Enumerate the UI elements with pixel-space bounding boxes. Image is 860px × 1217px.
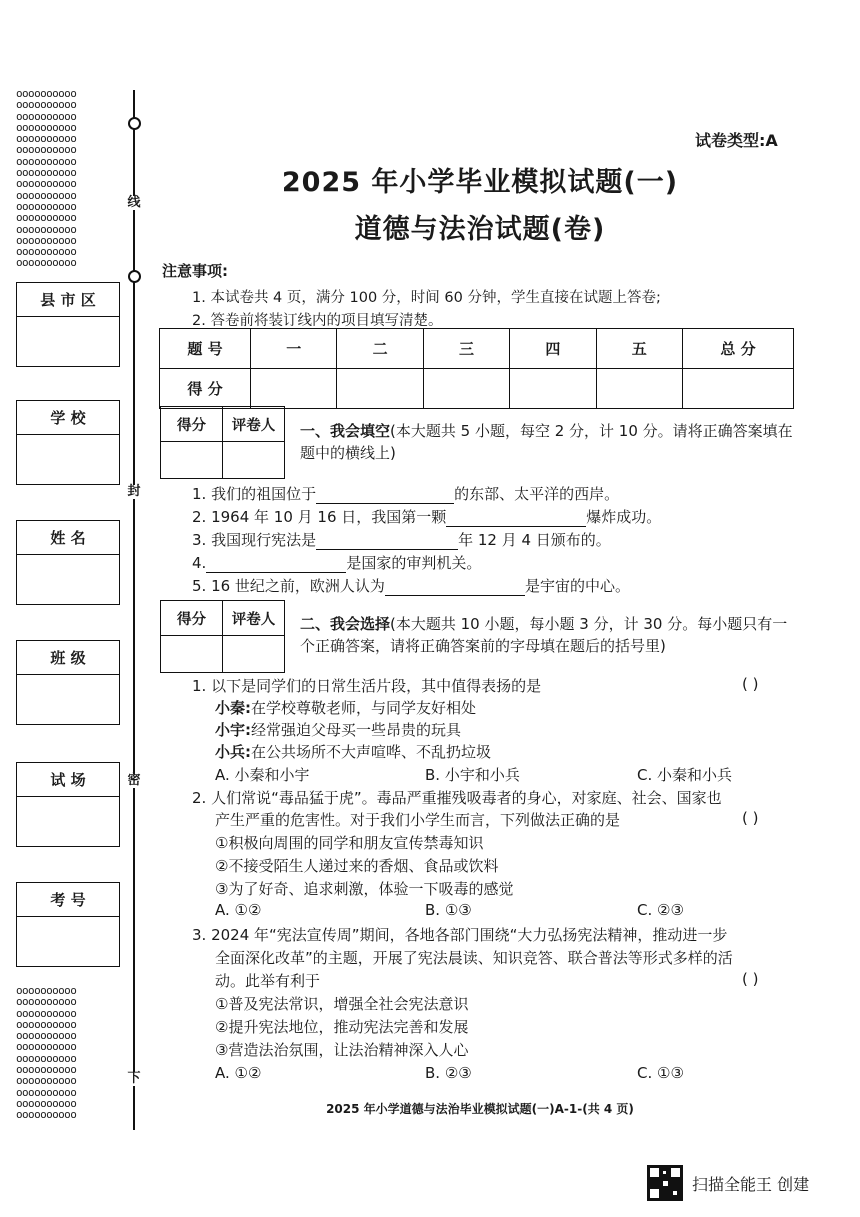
answer-paren[interactable]: ( ) — [742, 809, 759, 827]
score-cell[interactable] — [683, 369, 794, 409]
grader-score-cell[interactable] — [161, 636, 222, 672]
binding-mark-mi: 密 — [122, 774, 146, 788]
score-cell[interactable] — [251, 369, 337, 409]
score-table-header: 总 分 — [683, 329, 794, 369]
q1-line-text: 经常强迫父母买一些昂贵的玩具 — [251, 721, 462, 739]
score-table-header: 三 — [423, 329, 509, 369]
q3-option-a[interactable]: A. ①② — [215, 1064, 262, 1082]
choice-question-3-stem: 3. 2024 年“宪法宣传周”期间，各地各部门围绕“大力弘扬宪法精神，推动进一步 — [192, 926, 728, 944]
question-text: 的东部、太平洋的西岸。 — [454, 485, 620, 503]
field-school[interactable] — [16, 400, 120, 485]
fill-question-2 — [192, 506, 661, 527]
field-name-label: 姓 名 — [17, 521, 119, 555]
q3-option-b[interactable]: B. ②③ — [425, 1064, 472, 1082]
field-class[interactable] — [16, 640, 120, 725]
scanner-watermark: 扫描全能王 创建 — [692, 1175, 810, 1194]
score-table-header: 一 — [251, 329, 337, 369]
q3-statement: ②提升宪法地位，推动宪法完善和发展 — [215, 1018, 469, 1036]
score-cell[interactable] — [337, 369, 423, 409]
field-county[interactable] — [16, 282, 120, 367]
binding-circle-top — [128, 117, 141, 130]
score-table-header: 二 — [337, 329, 423, 369]
score-row-label: 得 分 — [160, 369, 251, 409]
field-exam-room-label: 试 场 — [17, 763, 119, 797]
answer-blank[interactable] — [316, 533, 458, 550]
answer-blank[interactable] — [316, 487, 454, 504]
grader-name-label: 评卷人 — [222, 407, 284, 441]
question-text: 4. — [192, 554, 207, 572]
binding-line — [133, 90, 135, 1130]
score-table-header: 四 — [510, 329, 596, 369]
score-cell[interactable] — [423, 369, 509, 409]
q2-option-c[interactable]: C. ②③ — [637, 901, 684, 919]
q1-option-a[interactable]: A. 小秦和小宇 — [215, 766, 310, 784]
field-exam-room[interactable] — [16, 762, 120, 847]
section1-title: 一、我会填空 — [300, 422, 391, 440]
field-school-label: 学 校 — [17, 401, 119, 435]
question-text: 是宇宙的中心。 — [524, 577, 630, 595]
score-table-header: 五 — [596, 329, 682, 369]
q1-line — [215, 741, 491, 762]
page-footer: 2025 年小学道德与法治毕业模拟试题(一)A-1-(共 4 页) — [326, 1102, 634, 1116]
question-text: 1. 我们的祖国位于 — [192, 485, 317, 503]
q2-statement: ②不接受陌生人递过来的香烟、食品或饮料 — [215, 857, 499, 875]
fill-question-1 — [192, 483, 619, 504]
fill-question-4 — [192, 552, 481, 573]
question-text: 2. 1964 年 10 月 16 日，我国第一颗 — [192, 508, 447, 526]
grader-name-cell[interactable] — [222, 636, 284, 672]
binding-mark-xia: 下 — [122, 1072, 146, 1086]
field-exam-number-label: 考 号 — [17, 883, 119, 917]
q2-statement: ③为了好奇、追求刺激，体验一下吸毒的感觉 — [215, 880, 514, 898]
q2-option-b[interactable]: B. ①③ — [425, 901, 472, 919]
q1-line — [215, 719, 461, 740]
decorative-circle-pattern-top: oooooooooo oooooooooo oooooooooo oooooooooo oooooooooo oooooooooo oooooooooo oooooooooo oooooooooo oooooooooo oooooooooo oooooooooo oooooooooo oooooooooo oooooooooo oooooooooo — [16, 88, 77, 270]
answer-paren[interactable]: ( ) — [742, 970, 759, 988]
q1-line-text: 在公共场所不大声喧哗、不乱扔垃圾 — [251, 743, 492, 761]
answer-blank[interactable] — [446, 510, 586, 527]
choice-question-2-stem: 2. 人们常说“毒品猛于虎”。毒品严重摧残吸毒者的身心，对家庭、社会、国家也 — [192, 789, 722, 807]
q1-line-name: 小秦: — [215, 699, 251, 717]
choice-question-3-stem-cont: 动。此举有利于 — [215, 972, 321, 990]
question-text: 5. 16 世纪之前，欧洲人认为 — [192, 577, 385, 595]
field-exam-number[interactable] — [16, 882, 120, 967]
notice-heading: 注意事项: — [162, 262, 228, 280]
exam-title: 2025 年小学毕业模拟试题(一) — [281, 167, 679, 198]
notice-item: 2. 答卷前将装订线内的项目填写清楚。 — [192, 313, 443, 329]
q1-line-text: 在学校尊敬老师，与同学友好相处 — [251, 699, 477, 717]
q3-statement: ①普及宪法常识，增强全社会宪法意识 — [215, 995, 469, 1013]
section1-desc: (本大题共 5 小题，每空 2 分，计 10 分。请将正确答案填在题中的横线上) — [300, 422, 793, 462]
question-text: 是国家的审判机关。 — [346, 554, 482, 572]
answer-paren[interactable]: ( ) — [742, 675, 759, 693]
grader-name-cell[interactable] — [222, 442, 284, 478]
choice-question-3-stem-cont: 全面深化改革”的主题，开展了宪法晨读、知识竞答、联合普法等形式多样的活 — [215, 949, 733, 967]
q1-line — [215, 697, 476, 718]
question-text: 3. 我国现行宪法是 — [192, 531, 317, 549]
binding-mark-xian: 线 — [122, 196, 146, 210]
q3-option-c[interactable]: C. ①③ — [637, 1064, 684, 1082]
grader-score-label: 得分 — [177, 417, 206, 434]
score-cell[interactable] — [596, 369, 682, 409]
score-cell[interactable] — [510, 369, 596, 409]
binding-mark-feng: 封 — [122, 485, 146, 499]
question-text: 年 12 月 4 日颁布的。 — [458, 531, 611, 549]
score-table-header-row — [160, 329, 794, 369]
field-county-label: 县 市 区 — [17, 283, 119, 317]
answer-blank[interactable] — [206, 556, 346, 573]
field-class-label: 班 级 — [17, 641, 119, 675]
q2-option-a[interactable]: A. ①② — [215, 901, 262, 919]
fill-question-3 — [192, 529, 611, 550]
choice-question-1-stem: 1. 以下是同学们的日常生活片段，其中值得表扬的是 — [192, 677, 542, 695]
exam-subtitle: 道德与法治试题(卷) — [354, 214, 606, 245]
grader-score-cell[interactable] — [161, 442, 222, 478]
paper-type: 试卷类型:A — [695, 131, 778, 150]
score-table-score-row — [160, 369, 794, 409]
qr-code-icon — [647, 1165, 683, 1201]
q1-option-c[interactable]: C. 小秦和小兵 — [637, 766, 733, 784]
fill-question-5 — [192, 575, 630, 596]
q1-line-name: 小兵: — [215, 743, 251, 761]
section2-heading — [300, 613, 795, 657]
question-text: 爆炸成功。 — [586, 508, 662, 526]
section1-heading — [300, 420, 795, 464]
grader-score-label: 得分 — [177, 611, 206, 628]
grader-name-label: 评卷人 — [222, 601, 284, 635]
answer-blank[interactable] — [385, 579, 525, 596]
section2-title: 二、我会选择 — [300, 615, 391, 633]
grader-box-section2 — [160, 600, 285, 673]
q3-statement: ③营造法治氛围，让法治精神深入人心 — [215, 1041, 469, 1059]
section2-desc: (本大题共 10 小题，每小题 3 分，计 30 分。每小题只有一个正确答案，请将正确答案前的字母填在题后的括号里) — [300, 615, 788, 655]
notice-item: 1. 本试卷共 4 页，满分 100 分，时间 60 分钟，学生直接在试题上答卷; — [192, 290, 661, 306]
decorative-circle-pattern-bottom: oooooooooo oooooooooo oooooooooo oooooooooo oooooooooo oooooooooo oooooooooo oooooooooo oooooooooo oooooooooo oooooooooo oooooooooo — [16, 985, 77, 1122]
score-table-header: 题 号 — [160, 329, 251, 369]
q1-line-name: 小宇: — [215, 721, 251, 739]
q2-statement: ①积极向周围的同学和朋友宣传禁毒知识 — [215, 834, 484, 852]
choice-question-2-stem-cont: 产生严重的危害性。对于我们小学生而言，下列做法正确的是 — [215, 811, 621, 829]
grader-box-section1 — [160, 406, 285, 479]
q1-option-b[interactable]: B. 小宇和小兵 — [425, 766, 520, 784]
score-table — [159, 328, 794, 409]
binding-circle — [128, 270, 141, 283]
field-name[interactable] — [16, 520, 120, 605]
